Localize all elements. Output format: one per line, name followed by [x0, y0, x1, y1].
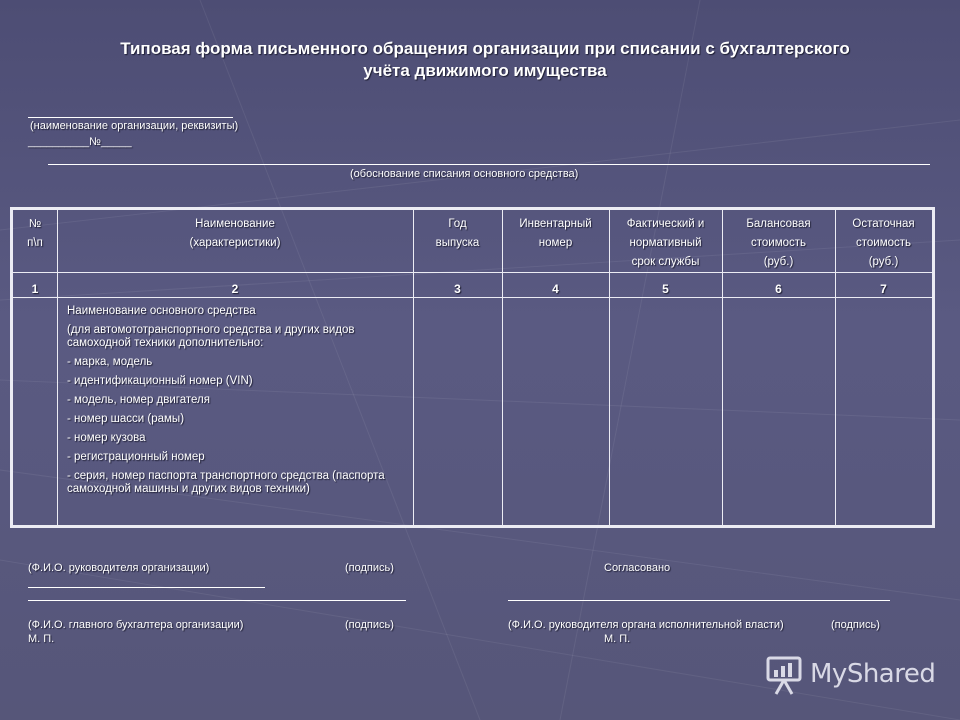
reason-line [48, 164, 930, 165]
watermark-text: MyShared [810, 659, 936, 689]
table-divider [13, 272, 932, 273]
presentation-board-icon [766, 655, 804, 697]
asset-description-line: - идентификационный номер (VIN) [67, 375, 253, 387]
asset-description-line: - марка, модель [67, 356, 153, 368]
asset-description-line: - серия, номер паспорта транспортного средства (паспорта самоходной машины и других видов техники) [67, 470, 385, 495]
head-fio-caption: (Ф.И.О. руководителя организации) [28, 562, 210, 574]
asset-description-line: - модель, номер двигателя [67, 394, 210, 406]
col-header-residual-value: Остаточная стоимость (руб.) [852, 218, 915, 268]
authority-signature-line [508, 600, 890, 601]
asset-description-line: - номер кузова [67, 432, 146, 444]
col-header-name: Наименование (характеристики) [189, 218, 281, 249]
col-number-1: 1 [31, 282, 39, 296]
col-header-year: Год выпуска [435, 218, 480, 249]
assets-table [10, 207, 935, 528]
head-signature-line [28, 587, 265, 588]
stamp-place-left: М. П. [28, 633, 55, 645]
asset-description-line: - регистрационный номер [67, 451, 205, 463]
col-number-7: 7 [880, 282, 887, 296]
title-line-2: учёта движимого имущества [363, 61, 607, 80]
watermark-logo [766, 655, 946, 697]
agreed-caption: Согласовано [604, 562, 671, 574]
accountant-signature-caption: (подпись) [345, 619, 394, 631]
asset-description-cell [67, 305, 417, 502]
col-number-5: 5 [662, 282, 669, 296]
reason-caption: (обоснование списания основного средства) [350, 168, 579, 180]
asset-description-line: Наименование основного средства [67, 305, 256, 317]
asset-description-line: - номер шасси (рамы) [67, 413, 185, 425]
accountant-fio-caption: (Ф.И.О. главного бухгалтера организации) [28, 619, 244, 631]
title-line-1: Типовая форма письменного обращения организации при списании с бухгалтерского [120, 39, 850, 58]
document-number-line: __________№_____ [28, 136, 132, 148]
table-divider [13, 297, 932, 298]
accountant-signature-line [28, 600, 406, 601]
col-number-2: 2 [231, 282, 239, 296]
col-header-book-value: Балансовая стоимость (руб.) [746, 218, 811, 268]
org-name-line [28, 117, 233, 118]
org-caption: (наименование организации, реквизиты) [30, 120, 239, 132]
head-signature-caption: (подпись) [345, 562, 394, 574]
col-header-service-life: Фактический и нормативный срок службы [626, 218, 705, 268]
col-header-inventory: Инвентарный номер [519, 218, 592, 249]
table-divider [57, 210, 58, 525]
stamp-place-right: М. П. [604, 633, 631, 645]
page-title [40, 38, 930, 82]
col-number-6: 6 [775, 282, 782, 296]
asset-description-line: (для автомототранспортного средства и других видов самоходной техники дополнительно: [67, 324, 355, 349]
col-header-number: № п\п [27, 218, 43, 249]
authority-signature-caption: (подпись) [831, 619, 880, 631]
col-number-4: 4 [552, 282, 559, 296]
col-number-3: 3 [454, 282, 461, 296]
authority-fio-caption: (Ф.И.О. руководителя органа исполнительной власти) [508, 619, 784, 631]
table-divider [502, 210, 503, 525]
